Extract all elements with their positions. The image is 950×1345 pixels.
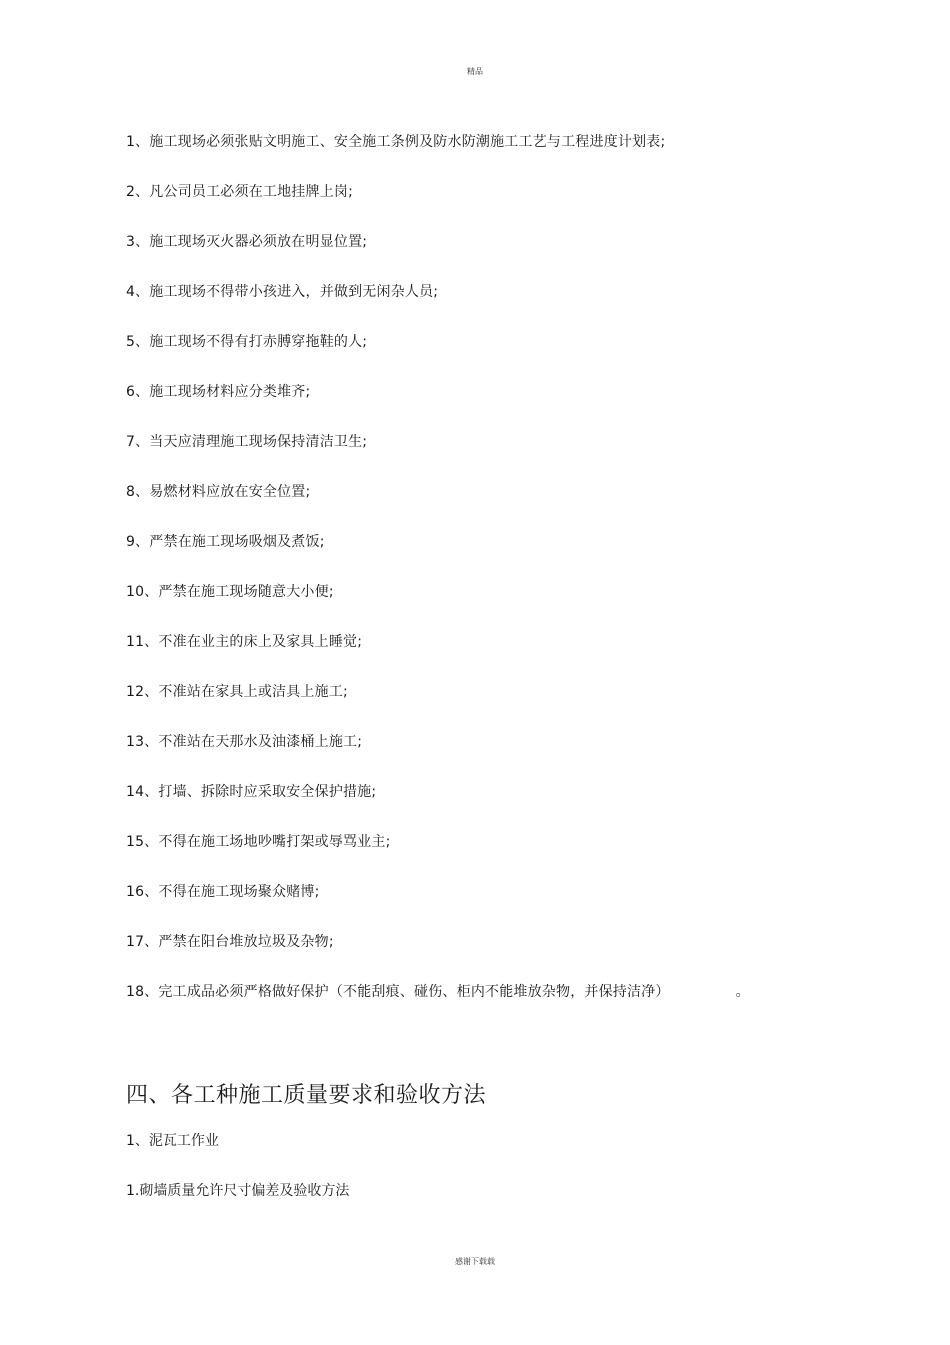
rule-text: 1、施工现场必须张贴文明施工、安全施工条例及防水防潮施工工艺与工程进度计划表; <box>126 134 666 150</box>
list-item <box>126 532 826 582</box>
rule-text: 5、施工现场不得有打赤膊穿拖鞋的人; <box>126 334 368 350</box>
rule-text: 13、不准站在天那水及油漆桶上施工; <box>126 734 363 750</box>
list-item <box>126 982 826 1032</box>
rule-text: 12、不准站在家具上或洁具上施工; <box>126 684 348 700</box>
list-item <box>126 932 826 982</box>
rule-text: 2、凡公司员工必须在工地挂牌上岗; <box>126 184 354 200</box>
rule-text: 6、施工现场材料应分类堆齐; <box>126 384 311 400</box>
list-item <box>126 882 826 932</box>
list-item <box>126 782 826 832</box>
list-item <box>126 282 826 332</box>
footer-watermark: 感谢下载载 <box>455 1257 495 1266</box>
list-item <box>126 382 826 432</box>
rule-text: 4、施工现场不得带小孩进入，并做到无闲杂人员; <box>126 284 439 300</box>
list-item <box>126 832 826 882</box>
rule-text: 10、严禁在施工现场随意大小便; <box>126 584 334 600</box>
list-item <box>126 582 826 632</box>
list-item <box>126 732 826 782</box>
list-item <box>126 482 826 532</box>
subheading-wall-tolerance: 1.砌墙质量允许尺寸偏差及验收方法 <box>126 1183 350 1199</box>
rule-text: 15、不得在施工场地吵嘴打架或辱骂业主; <box>126 834 391 850</box>
header-watermark: 精品 <box>467 67 483 76</box>
rule-text: 9、严禁在施工现场吸烟及煮饭; <box>126 534 325 550</box>
rule-end-mark: 。 <box>735 984 750 1000</box>
list-item <box>126 632 826 682</box>
subheading-masonry: 1、泥瓦工作业 <box>126 1133 219 1149</box>
rule-text: 8、易燃材料应放在安全位置; <box>126 484 311 500</box>
list-item <box>126 432 826 482</box>
list-item <box>126 182 826 232</box>
rule-text: 17、严禁在阳台堆放垃圾及杂物; <box>126 934 334 950</box>
list-item <box>126 132 826 182</box>
rule-text: 14、打墙、拆除时应采取安全保护措施; <box>126 784 377 800</box>
rule-text: 11、不准在业主的床上及家具上睡觉; <box>126 634 363 650</box>
list-item <box>126 332 826 382</box>
rule-text: 3、施工现场灭火器必须放在明显位置; <box>126 234 368 250</box>
rule-text: 18、完工成品必须严格做好保护（不能刮痕、碰伤、柜内不能堆放杂物，并保持洁净） <box>126 984 670 1000</box>
site-rules-list <box>126 132 826 1032</box>
section-title: 四、各工种施工质量要求和验收方法 <box>126 1083 487 1108</box>
list-item <box>126 682 826 732</box>
rule-text: 16、不得在施工现场聚众赌博; <box>126 884 320 900</box>
rule-text: 7、当天应清理施工现场保持清洁卫生; <box>126 434 368 450</box>
list-item <box>126 232 826 282</box>
